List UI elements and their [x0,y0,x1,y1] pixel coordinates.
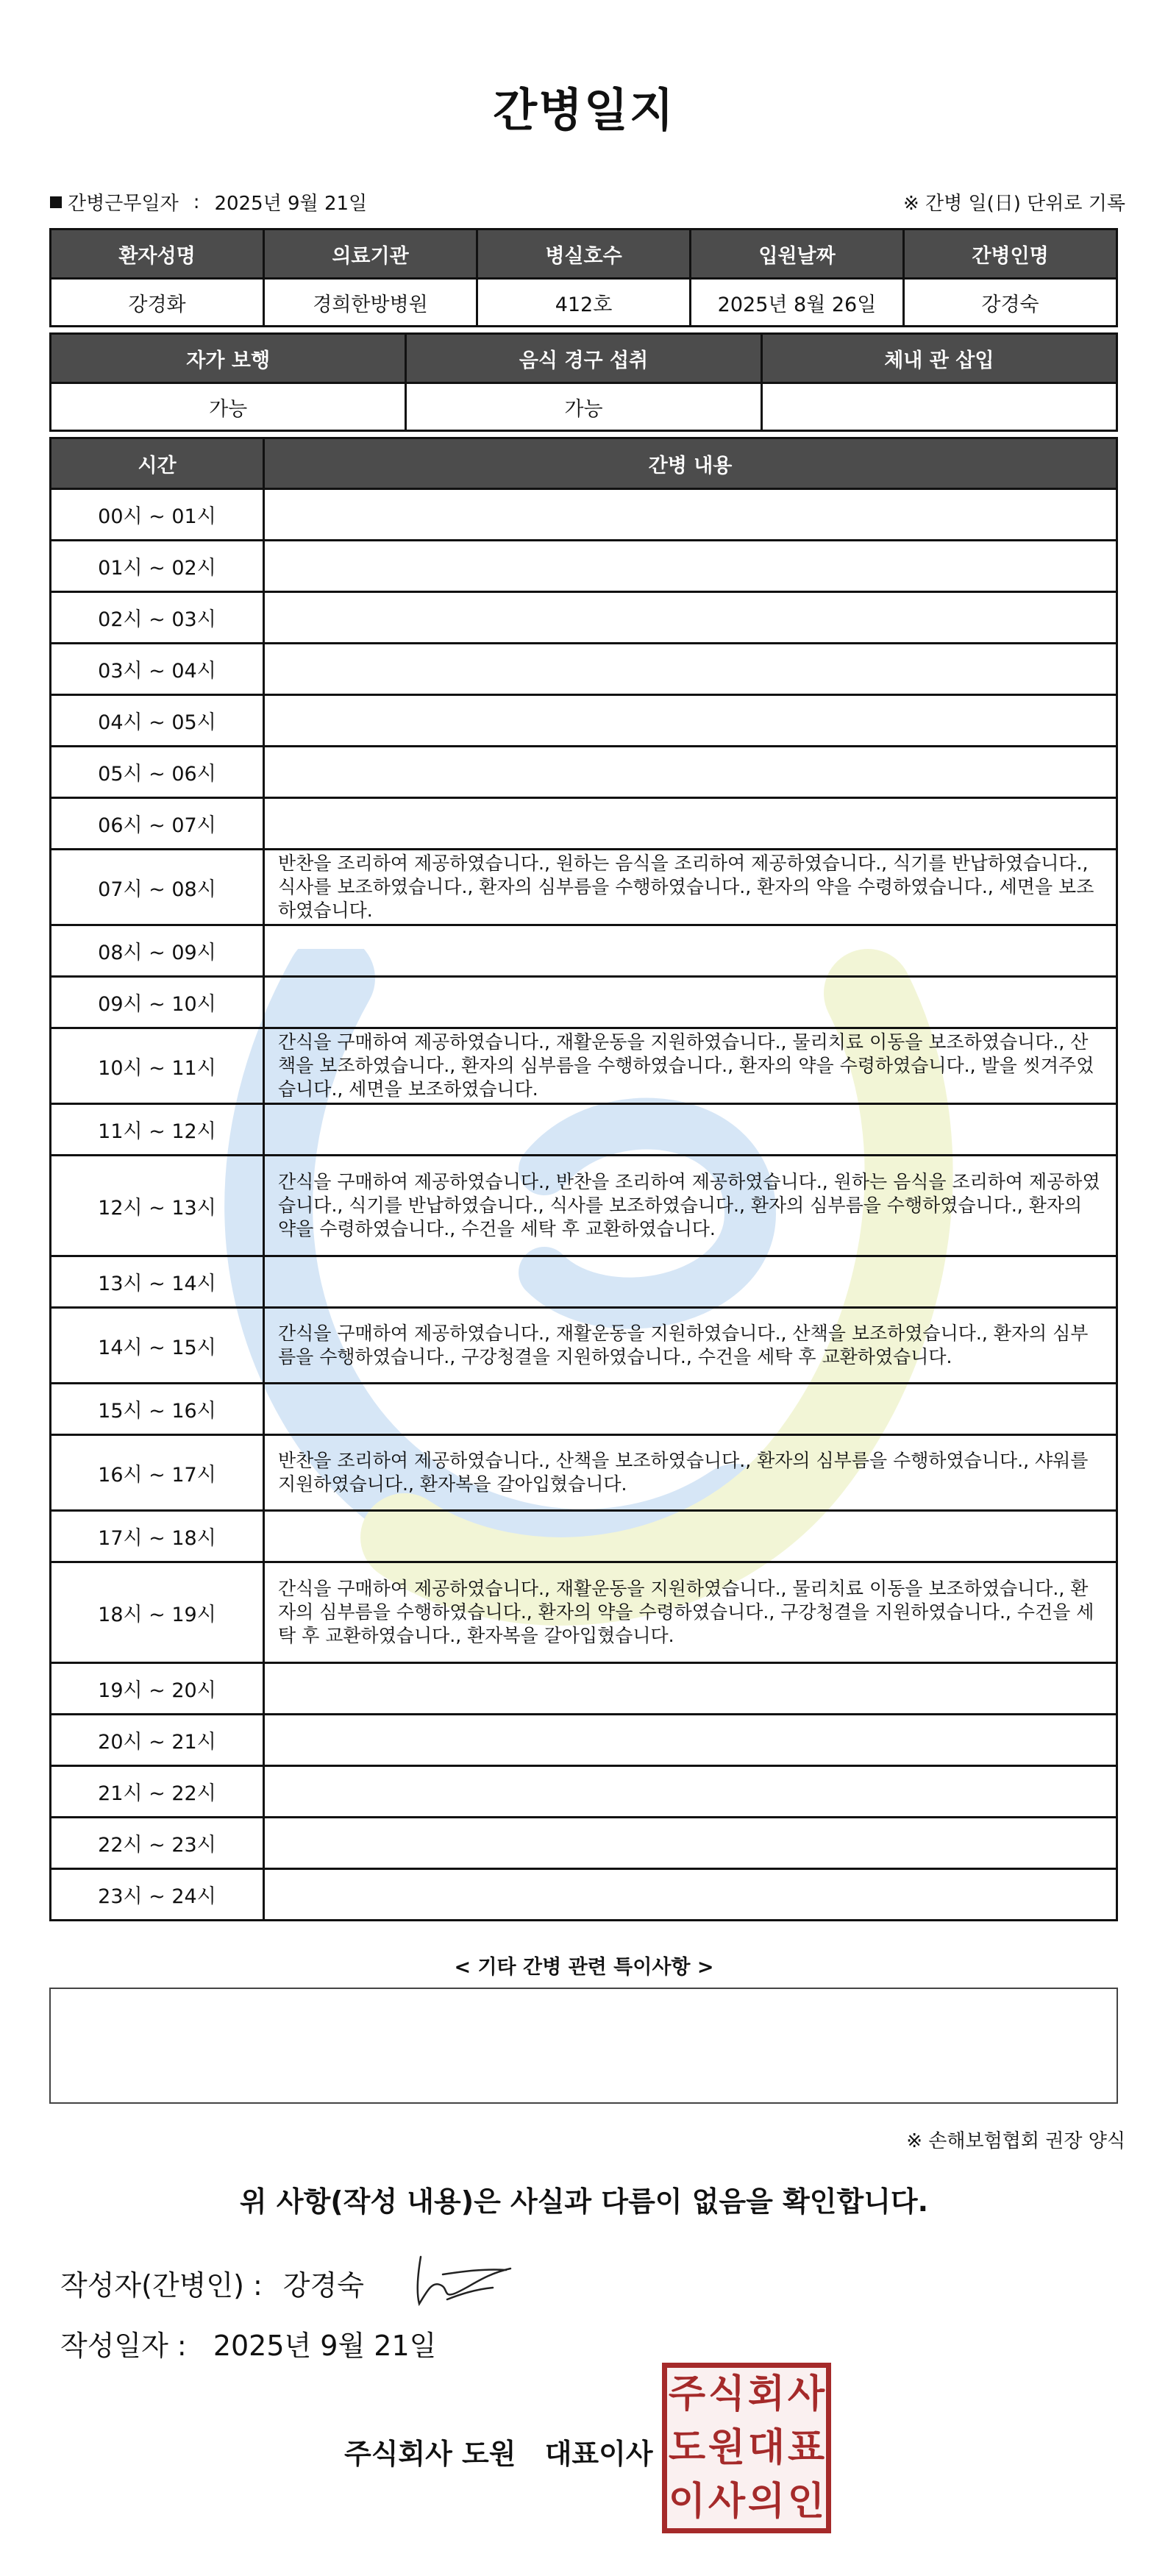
log-row [51,541,1117,592]
log-content [264,1766,1117,1818]
log-row [51,1384,1117,1435]
log-time: 07시 ~ 08시 [51,850,264,925]
log-time: 09시 ~ 10시 [51,977,264,1028]
log-content [264,925,1117,977]
log-time: 11시 ~ 12시 [51,1104,264,1156]
company-signature [344,2431,653,2472]
confirmation-statement: 위 사항(작성 내용)은 사실과 다름이 없음을 확인합니다. [239,2185,929,2218]
log-row [51,695,1117,747]
seal-character: 대 [747,2425,786,2470]
log-content [264,592,1117,644]
log-content: 간식을 구매하여 제공하였습니다., 재활운동을 지원하였습니다., 물리치료 이동을 보조하였습니다., 산책을 보조하였습니다., 환자의 심부름을 수행하였습니다., 환자의 약을 수령하였습니다., 발을 씻겨주었습니다., 세면을 보조하였습니다. [264,1028,1117,1104]
log-time: 00시 ~ 01시 [51,489,264,541]
tube-insertion-value [761,383,1117,431]
seal-character: 인 [787,2479,825,2524]
writer-row [60,2263,364,2303]
log-row [51,592,1117,644]
patient-info-table [49,228,1118,327]
oral-intake-value: 가능 [406,383,761,431]
work-date-separator: : [193,191,200,213]
special-notes-title: < 기타 간병 관련 특이사항 > [454,1956,714,1979]
log-content [264,798,1117,850]
writer-label: 작성자(간병인) : [60,2269,263,2302]
seal-character: 사 [787,2372,825,2417]
log-time: 22시 ~ 23시 [51,1818,264,1869]
log-row [51,747,1117,798]
patient-name: 강경화 [51,279,264,327]
log-content [264,695,1117,747]
log-row [51,1715,1117,1766]
seal-character: 식 [708,2372,746,2417]
self-walking-value: 가능 [51,383,406,431]
work-date-label: 간병근무일자 [68,193,179,215]
header-patient-name: 환자성명 [51,230,264,279]
log-row [51,644,1117,695]
admission-date: 2025년 8월 26일 [691,279,904,327]
room-number: 412호 [477,279,691,327]
written-date-row [60,2323,436,2363]
log-time: 21시 ~ 22시 [51,1766,264,1818]
log-row [51,1256,1117,1308]
care-log-table [49,437,1118,1921]
log-time: 14시 ~ 15시 [51,1308,264,1384]
log-content: 반찬을 조리하여 제공하였습니다., 원하는 음식을 조리하여 제공하였습니다., 식기를 반납하였습니다., 식사를 보조하였습니다., 환자의 심부름을 수행하였습니다., 환자의 약을 수령하였습니다., 세면을 보조하였습니다. [264,850,1117,925]
log-row [51,1511,1117,1562]
record-note: ※ 간병 일(日) 단위로 기록 [902,193,1125,215]
log-time: 18시 ~ 19시 [51,1562,264,1663]
log-row [51,1869,1117,1921]
log-row [51,1663,1117,1715]
log-content [264,977,1117,1028]
log-time: 08시 ~ 09시 [51,925,264,977]
hospital-name: 경희한방병원 [264,279,477,327]
log-content: 간식을 구매하여 제공하였습니다., 재활운동을 지원하였습니다., 산책을 보조하였습니다., 환자의 심부름을 수행하였습니다., 구강청결을 지원하였습니다., 수건을 세탁 후 교환하였습니다. [264,1308,1117,1384]
header-care-content: 간병 내용 [264,438,1117,489]
log-content: 간식을 구매하여 제공하였습니다., 반찬을 조리하여 제공하였습니다., 원하는 음식을 조리하여 제공하였습니다., 식기를 반납하였습니다., 식사를 보조하였습니다., 환자의 심부름을 수행하였습니다., 환자의 약을 수령하였습니다., 수건을 세탁 후 교환하였습니다. [264,1156,1117,1256]
log-time: 16시 ~ 17시 [51,1435,264,1511]
log-row [51,489,1117,541]
company-rep-title: 대표이사 [544,2438,653,2470]
patient-status-table [49,332,1118,432]
page-title: 간병일지 [493,83,675,137]
log-row [51,1028,1117,1104]
log-row [51,850,1117,925]
log-content [264,489,1117,541]
caregiver-name: 강경숙 [904,279,1117,327]
log-row [51,1818,1117,1869]
log-content: 간식을 구매하여 제공하였습니다., 재활운동을 지원하였습니다., 물리치료 이동을 보조하였습니다., 환자의 심부름을 수행하였습니다., 환자의 약을 수령하였습니다., 구강청결을 지원하였습니다., 수건을 세탁 후 교환하였습니다., 환자복을 갈아입혔습니다. [264,1562,1117,1663]
header-room: 병실호수 [477,230,691,279]
signature-image [410,2252,513,2310]
header-tube-insertion: 체내 관 삽입 [761,334,1117,383]
log-time: 23시 ~ 24시 [51,1869,264,1921]
written-date-label: 작성일자 : [60,2330,187,2362]
log-time: 02시 ~ 03시 [51,592,264,644]
log-content [264,1104,1117,1156]
header-self-walking: 자가 보행 [51,334,406,383]
log-time: 10시 ~ 11시 [51,1028,264,1104]
log-content [264,747,1117,798]
company-name: 주식회사 도원 [344,2438,516,2470]
special-notes-box [49,1988,1118,2104]
log-time: 13시 ~ 14시 [51,1256,264,1308]
header-time: 시간 [51,438,264,489]
company-seal [662,2363,831,2533]
header-oral-intake: 음식 경구 섭취 [406,334,761,383]
seal-character: 사 [708,2479,746,2524]
log-content [264,644,1117,695]
seal-character: 원 [708,2425,746,2470]
bullet-square-icon [50,196,62,208]
log-content [264,1818,1117,1869]
log-content: 반찬을 조리하여 제공하였습니다., 산책을 보조하였습니다., 환자의 심부름을 수행하였습니다., 샤워를 지원하였습니다., 환자복을 갈아입혔습니다. [264,1435,1117,1511]
log-content [264,541,1117,592]
log-row [51,798,1117,850]
log-row [51,1766,1117,1818]
log-time: 15시 ~ 16시 [51,1384,264,1435]
log-row [51,1435,1117,1511]
form-note: ※ 손해보험협회 권장 양식 [906,2130,1125,2152]
seal-characters [667,2368,826,2528]
work-date-value: 2025년 9월 21일 [214,193,368,215]
written-date-value: 2025년 9월 21일 [213,2330,437,2362]
log-row [51,1562,1117,1663]
log-content [264,1384,1117,1435]
log-time: 06시 ~ 07시 [51,798,264,850]
log-row [51,1308,1117,1384]
log-row [51,977,1117,1028]
log-time: 12시 ~ 13시 [51,1156,264,1256]
log-row [51,925,1117,977]
log-content [264,1869,1117,1921]
seal-character: 도 [668,2425,706,2470]
log-content [264,1715,1117,1766]
log-content [264,1663,1117,1715]
seal-character: 표 [787,2425,825,2470]
work-date-row [50,188,367,216]
seal-character: 의 [747,2479,786,2524]
log-time: 17시 ~ 18시 [51,1511,264,1562]
log-time: 01시 ~ 02시 [51,541,264,592]
log-time: 19시 ~ 20시 [51,1663,264,1715]
header-admission-date: 입원날짜 [691,230,904,279]
seal-character: 주 [668,2372,706,2417]
log-time: 05시 ~ 06시 [51,747,264,798]
writer-name: 강경숙 [282,2269,364,2302]
log-time: 20시 ~ 21시 [51,1715,264,1766]
log-row [51,1156,1117,1256]
seal-character: 이 [668,2479,706,2524]
log-content [264,1256,1117,1308]
log-row [51,1104,1117,1156]
seal-character: 회 [747,2372,786,2417]
header-caregiver: 간병인명 [904,230,1117,279]
header-hospital: 의료기관 [264,230,477,279]
log-content [264,1511,1117,1562]
log-time: 03시 ~ 04시 [51,644,264,695]
log-time: 04시 ~ 05시 [51,695,264,747]
